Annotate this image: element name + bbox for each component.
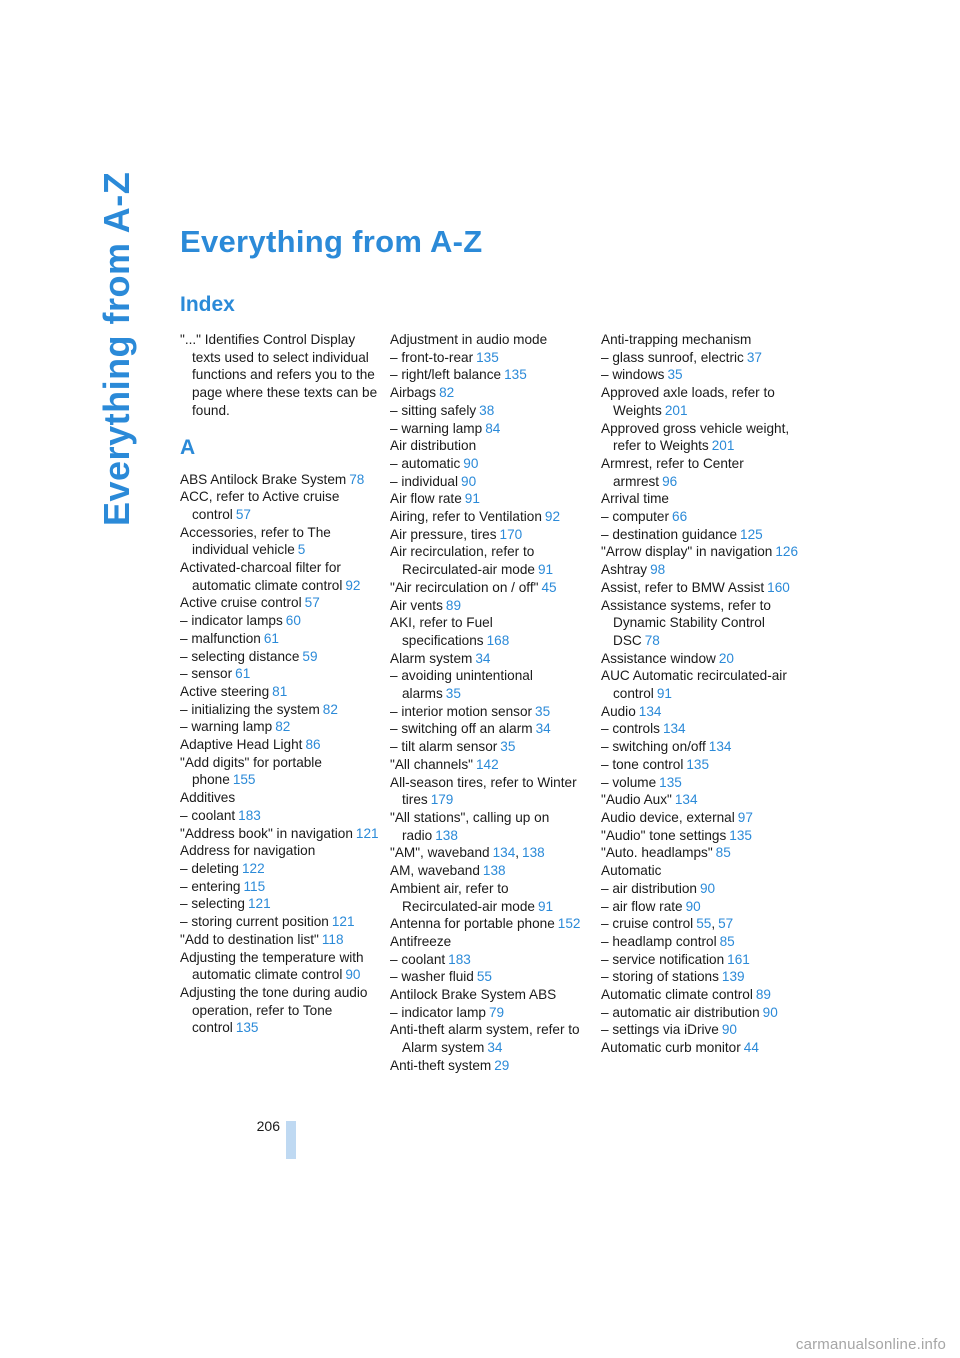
- index-entry-text: – selecting: [180, 896, 245, 912]
- page-ref-link[interactable]: 90: [762, 1004, 778, 1020]
- index-entry-text: – settings via iDrive: [601, 1022, 719, 1038]
- index-entry: [180, 984, 380, 1037]
- index-entry: [390, 862, 590, 880]
- index-entry-text: – destination guidance: [601, 526, 738, 542]
- index-entry: [180, 949, 380, 984]
- index-entry: [601, 667, 801, 702]
- index-entry: [390, 543, 590, 578]
- page-ref-link[interactable]: 84: [485, 420, 501, 436]
- index-entry: [390, 703, 590, 721]
- index-entry: [180, 648, 380, 666]
- page-ref-link[interactable]: 55: [696, 916, 712, 932]
- index-entry-text: Armrest, refer to Center armrest: [601, 455, 744, 489]
- page-ref-link[interactable]: 82: [275, 719, 291, 735]
- index-entry-text: Additives: [180, 790, 236, 806]
- index-entry: [390, 579, 590, 597]
- page-ref-link[interactable]: 90: [463, 455, 479, 471]
- index-entry: [180, 825, 380, 843]
- index-entry: [601, 986, 801, 1004]
- index-entry-text: Assistance window: [601, 650, 716, 666]
- index-entry-text: – switching on/off: [601, 739, 706, 755]
- index-entry: [390, 508, 590, 526]
- index-entry: [601, 490, 801, 508]
- page-ref-link[interactable]: 35: [500, 739, 516, 755]
- index-entry: [601, 898, 801, 916]
- index-entry: [390, 880, 590, 915]
- page-ref-link[interactable]: 91: [464, 491, 480, 507]
- index-entry-text: – service notification: [601, 951, 725, 967]
- index-entry-text: Accessories, refer to The individual vehicle: [180, 524, 331, 558]
- index-entry-text: Alarm system: [390, 650, 473, 666]
- page-ref-link[interactable]: 201: [711, 438, 735, 454]
- page-ref-link[interactable]: 90: [721, 1022, 737, 1038]
- index-entry-text: "Audio Aux": [601, 792, 672, 808]
- page-ref-link[interactable]: 183: [448, 951, 471, 967]
- index-entry: [601, 1004, 801, 1022]
- index-entry-text: Antenna for portable phone: [390, 916, 555, 932]
- index-entry: [601, 880, 801, 898]
- page-ref-link[interactable]: 138: [435, 827, 458, 843]
- index-entry-text: Air flow rate: [390, 491, 462, 507]
- index-entry-text: – warning lamp: [390, 420, 483, 436]
- index-entry: [390, 455, 590, 473]
- index-entry: [390, 756, 590, 774]
- page-ref-link[interactable]: 86: [305, 737, 321, 753]
- index-entry: [601, 349, 801, 367]
- page-ref-link[interactable]: 97: [737, 809, 753, 825]
- index-entry-text: Automatic: [601, 863, 662, 879]
- page-ref-link[interactable]: 121: [355, 825, 379, 841]
- index-entry-text: – warning lamp: [180, 719, 273, 735]
- index-entry: [180, 630, 380, 648]
- index-column-3: [601, 331, 801, 1057]
- index-entry-text: Air recirculation, refer to Recirculated-air mode: [390, 544, 535, 578]
- index-entry-text: Adjusting the temperature with automatic climate control: [180, 949, 364, 983]
- index-entry: [601, 703, 801, 721]
- page-ref-link[interactable]: 89: [445, 597, 462, 613]
- page-ref-link[interactable]: 135: [659, 774, 682, 790]
- index-entry: [601, 455, 801, 490]
- index-entry: [180, 594, 380, 612]
- page-ref-link[interactable]: 134: [638, 703, 662, 719]
- index-entry-text: – air distribution: [601, 880, 697, 896]
- page-ref-link[interactable]: 96: [662, 473, 678, 489]
- index-entry: [390, 844, 590, 862]
- index-entry: [601, 650, 801, 668]
- page-ref-link[interactable]: 135: [235, 1020, 259, 1036]
- index-entry: [180, 878, 380, 896]
- index-entry-text: – sitting safely: [390, 402, 477, 418]
- index-entry-text: – sensor: [180, 666, 233, 682]
- index-entry: [601, 844, 801, 862]
- index-entry: [180, 488, 380, 523]
- index-entry-text: "Air recirculation on / off": [390, 579, 539, 595]
- index-entry: [390, 809, 590, 844]
- page-ref-link[interactable]: 60: [285, 613, 301, 629]
- page-ref-link[interactable]: 34: [487, 1040, 503, 1056]
- index-entry-text: – tone control: [601, 756, 684, 772]
- index-entry: [601, 561, 801, 579]
- page-ref-link[interactable]: 38: [479, 402, 495, 418]
- index-entry: [390, 1021, 590, 1056]
- index-entry-text: AM, waveband: [390, 863, 480, 879]
- index-entry-text: Audio device, external: [601, 809, 735, 825]
- index-entry: [601, 738, 801, 756]
- page-ref-link[interactable]: 121: [331, 914, 355, 930]
- index-entry: [180, 331, 380, 420]
- index-entry-text: "Address book" in navigation: [180, 825, 353, 841]
- page-ref-link[interactable]: 81: [272, 683, 288, 699]
- page-ref-link[interactable]: 152: [557, 916, 581, 932]
- index-entry: [601, 933, 801, 951]
- index-entry: [601, 579, 801, 597]
- page-ref-link[interactable]: 121: [248, 896, 271, 912]
- index-entry: [180, 524, 380, 559]
- page-ref-link[interactable]: 135: [729, 827, 752, 843]
- index-entry-text: "Arrow display" in navigation: [601, 544, 773, 560]
- index-letter-heading: A: [180, 435, 196, 459]
- index-entry: [180, 612, 380, 630]
- index-entry-text: Approved gross vehicle weight, refer to Weights: [601, 420, 790, 454]
- page-ref-link[interactable]: 135: [476, 349, 499, 365]
- index-entry-text: Antilock Brake System ABS: [390, 987, 557, 1003]
- page-ref-link[interactable]: 85: [719, 933, 735, 949]
- index-entry-text: – avoiding unintentional alarms: [390, 668, 533, 702]
- index-entry-text: – automatic air distribution: [601, 1004, 760, 1020]
- index-entry-text: AUC Automatic recirculated-air control: [601, 668, 787, 702]
- page-ref-link[interactable]: 78: [349, 471, 365, 487]
- page-ref-link[interactable]: 89: [755, 987, 771, 1003]
- index-entry: [180, 665, 380, 683]
- index-entry: [180, 718, 380, 736]
- index-entry: [601, 366, 801, 384]
- page-ref-link[interactable]: 135: [686, 756, 710, 772]
- index-entry: [390, 738, 590, 756]
- index-entry-text: Assist, refer to BMW Assist: [601, 579, 765, 595]
- index-column-2: [390, 331, 590, 1075]
- index-entry: [390, 1057, 590, 1075]
- page-ref-link[interactable]: 134: [662, 721, 686, 737]
- index-entry: [390, 473, 590, 491]
- index-entry-text: – volume: [601, 774, 657, 790]
- index-entry-text: All-season tires, refer to Winter tires: [390, 774, 577, 808]
- index-entry: [601, 951, 801, 969]
- page-ref-link[interactable]: 57: [718, 916, 734, 932]
- index-entry: [390, 366, 590, 384]
- index-column-1: [180, 331, 380, 1037]
- index-entry: [601, 791, 801, 809]
- index-entry-text: Audio: [601, 703, 636, 719]
- page-ref-link[interactable]: 35: [667, 367, 683, 383]
- page-ref-link[interactable]: 5: [297, 542, 306, 558]
- index-entry-text: – right/left balance: [390, 367, 502, 383]
- page-ref-link[interactable]: 66: [672, 509, 688, 525]
- page-ref-link[interactable]: 170: [499, 526, 523, 542]
- index-entry-text: Airbags: [390, 385, 437, 401]
- index-entry-text: Activated-charcoal filter for automatic climate control: [180, 560, 343, 593]
- index-entry-text: Arrival time: [601, 491, 669, 507]
- page-ref-separator: ,: [711, 916, 716, 932]
- index-entry: [601, 1039, 801, 1057]
- page-ref-link[interactable]: 91: [656, 686, 672, 702]
- page-ref-link[interactable]: 134: [708, 739, 732, 755]
- index-entry: [180, 559, 380, 594]
- index-entry-text: Antifreeze: [390, 933, 452, 949]
- index-entry: [601, 809, 801, 827]
- index-entry: [601, 420, 801, 455]
- page-ref-link[interactable]: 161: [727, 951, 750, 967]
- index-entry: [601, 968, 801, 986]
- index-entry: [180, 754, 380, 789]
- page-ref-link[interactable]: 92: [544, 509, 561, 525]
- page-ref-link[interactable]: 90: [461, 473, 477, 489]
- index-entry: [390, 614, 590, 649]
- index-entry-text: "Auto. headlamps": [601, 845, 713, 861]
- index-entry-text: – cruise control: [601, 916, 694, 932]
- page-ref-link[interactable]: 29: [494, 1057, 510, 1073]
- index-entry: [180, 842, 380, 860]
- index-entry: [390, 331, 590, 349]
- index-entry-text: – tilt alarm sensor: [390, 739, 498, 755]
- page-title: Everything from A-Z: [180, 224, 483, 259]
- page-ref-link[interactable]: 126: [775, 544, 799, 560]
- page-ref-link[interactable]: 34: [535, 721, 551, 737]
- page-ref-link[interactable]: 57: [235, 506, 251, 522]
- index-entry: [180, 913, 380, 931]
- index-entry: [180, 736, 380, 754]
- page-ref-link[interactable]: 82: [322, 701, 338, 717]
- index-entry-text: Assistance systems, refer to Dynamic Stability Control DSC: [601, 597, 771, 648]
- index-entry-text: Adjusting the tone during audio operation, refer to Tone control: [180, 984, 368, 1036]
- page-ref-link[interactable]: 79: [488, 1004, 505, 1020]
- index-entry-text: – automatic: [390, 455, 461, 471]
- index-entry-text: – air flow rate: [601, 898, 683, 914]
- index-entry: [601, 1021, 801, 1039]
- index-entry: [390, 667, 590, 702]
- index-entry: [601, 543, 801, 561]
- page-ref-link[interactable]: 118: [321, 931, 344, 947]
- page-ref-separator: ,: [515, 845, 520, 861]
- index-entry-text: "All stations", calling up on radio: [390, 809, 550, 843]
- index-entry: [390, 968, 590, 986]
- index-entry-text: Anti-trapping mechanism: [601, 332, 752, 347]
- page-ref-link[interactable]: 168: [486, 632, 510, 648]
- index-entry: [390, 526, 590, 544]
- index-entry-text: Anti-theft system: [390, 1057, 492, 1073]
- index-entry-text: – coolant: [180, 807, 236, 823]
- index-entry-text: "All channels": [390, 756, 473, 772]
- index-entry-text: – selecting distance: [180, 648, 300, 664]
- page-ref-link[interactable]: 139: [721, 969, 745, 985]
- index-entry-text: – malfunction: [180, 630, 261, 646]
- index-entry-text: Active steering: [180, 683, 270, 699]
- index-entry: [390, 437, 590, 455]
- index-entry-text: – interior motion sensor: [390, 703, 533, 719]
- index-entry-text: – deleting: [180, 860, 239, 876]
- index-entry: [390, 720, 590, 738]
- page-ref-link[interactable]: 34: [475, 650, 491, 666]
- page-ref-link[interactable]: 91: [537, 562, 554, 578]
- index-entry: [180, 807, 380, 825]
- index-entry-text: – front-to-rear: [390, 349, 474, 365]
- page-ref-link[interactable]: 35: [535, 703, 551, 719]
- index-entry-text: – individual: [390, 473, 459, 489]
- page-ref-link[interactable]: 37: [746, 349, 762, 365]
- index-entry-text: "Add digits" for portable phone: [180, 754, 322, 788]
- index-entry-text: – initializing the system: [180, 701, 320, 717]
- index-entry-text: "..." Identifies Control Display texts used to select individual functions and refers you to the page where these texts can be found.: [180, 332, 378, 418]
- watermark: carmanualsonline.info: [795, 1336, 946, 1353]
- index-entry-text: Air pressure, tires: [390, 526, 497, 542]
- index-entry: [601, 756, 801, 774]
- page-ref-link[interactable]: 115: [243, 878, 266, 894]
- page-ref-link[interactable]: 85: [715, 845, 731, 861]
- index-entry-text: Ashtray: [601, 562, 648, 578]
- index-entry-text: – washer fluid: [390, 969, 474, 985]
- index-entry: [390, 915, 590, 933]
- index-entry: [601, 915, 801, 933]
- index-entry-text: Adaptive Head Light: [180, 737, 303, 753]
- page-ref-link[interactable]: 55: [476, 969, 492, 985]
- index-entry-text: – glass sunroof, electric: [601, 349, 744, 365]
- page-number: 206: [256, 1118, 280, 1134]
- page-ref-link[interactable]: 134: [674, 792, 698, 808]
- index-entry-text: Anti-theft alarm system, refer to Alarm system: [390, 1022, 580, 1056]
- index-entry: [390, 402, 590, 420]
- index-entry-text: – indicator lamp: [390, 1004, 486, 1020]
- index-entry: [601, 774, 801, 792]
- index-entry: [180, 701, 380, 719]
- index-entry: [390, 384, 590, 402]
- index-entry: [180, 860, 380, 878]
- index-entry: [601, 597, 801, 650]
- index-entry: [390, 1004, 590, 1022]
- index-entry: [390, 774, 590, 809]
- index-entry-text: "Audio" tone settings: [601, 827, 727, 843]
- index-entry: [601, 384, 801, 419]
- index-entry-text: Active cruise control: [180, 595, 302, 611]
- index-entry: [601, 526, 801, 544]
- page-ref-link[interactable]: 160: [767, 579, 790, 595]
- page-ref-link[interactable]: 59: [302, 648, 318, 664]
- page-ref-link[interactable]: 35: [445, 686, 461, 702]
- page-ref-link[interactable]: 61: [263, 630, 279, 646]
- index-entry: [390, 951, 590, 969]
- index-entry-text: – windows: [601, 367, 665, 383]
- index-entry: [601, 862, 801, 880]
- page-ref-link[interactable]: 155: [232, 772, 256, 788]
- page-ref-link[interactable]: 90: [685, 898, 701, 914]
- index-entry-text: AKI, refer to Fuel specifications: [390, 615, 493, 648]
- index-entry-text: Air distribution: [390, 438, 477, 454]
- index-entry-text: – entering: [180, 878, 241, 894]
- index-entry: [601, 720, 801, 738]
- index-entry-text: Adjustment in audio mode: [390, 332, 548, 347]
- index-entry-text: Approved axle loads, refer to Weights: [601, 385, 775, 418]
- page-ref-link[interactable]: 138: [522, 845, 545, 861]
- index-entry-text: ABS Antilock Brake System: [180, 471, 347, 487]
- index-entry: [180, 895, 380, 913]
- side-title: [96, 171, 156, 532]
- page-ref-link[interactable]: 45: [541, 579, 557, 595]
- page-ref-link[interactable]: 183: [238, 807, 261, 823]
- index-entry: [601, 827, 801, 845]
- index-entry-text: Automatic climate control: [601, 987, 753, 1003]
- page-ref-link[interactable]: 44: [743, 1040, 759, 1056]
- page-ref-link[interactable]: 57: [304, 595, 320, 611]
- index-entry-text: – headlamp control: [601, 933, 717, 949]
- page-ref-link[interactable]: 142: [475, 756, 499, 772]
- index-entry-text: – coolant: [390, 951, 446, 967]
- index-entry-text: – computer: [601, 509, 670, 525]
- page-ref-link[interactable]: 134: [492, 845, 516, 861]
- page-ref-link[interactable]: 179: [430, 792, 454, 808]
- page-ref-link[interactable]: 82: [439, 385, 455, 401]
- index-entry: [390, 933, 590, 951]
- page-ref-link[interactable]: 92: [345, 577, 361, 593]
- index-entry-text: – storing current position: [180, 914, 329, 930]
- section-title: Index: [180, 293, 235, 316]
- page-ref-link[interactable]: 20: [718, 650, 734, 666]
- index-entry-text: – controls: [601, 721, 660, 737]
- index-entry: [390, 349, 590, 367]
- index-entry-text: ACC, refer to Active cruise control: [180, 489, 340, 522]
- page-ref-link[interactable]: 138: [482, 863, 506, 879]
- side-title-text: Everything from A-Z: [96, 171, 137, 526]
- page-ref-link[interactable]: 135: [504, 367, 527, 383]
- index-entry-text: "Add to destination list": [180, 931, 319, 947]
- index-entry-text: Ambient air, refer to Recirculated-air mode: [390, 880, 535, 914]
- index-entry: [180, 683, 380, 701]
- page-ref-link[interactable]: 122: [241, 860, 265, 876]
- index-entry: [390, 650, 590, 668]
- index-entry-text: – switching off an alarm: [390, 721, 533, 737]
- index-entry: [390, 597, 590, 615]
- index-entry: [390, 490, 590, 508]
- index-entry: [180, 931, 380, 949]
- index-entry: [390, 986, 590, 1004]
- page-ref-link[interactable]: 90: [699, 880, 716, 896]
- index-entry: [180, 789, 380, 807]
- page-ref-link[interactable]: 98: [650, 562, 666, 578]
- page-ref-link[interactable]: 201: [664, 402, 688, 418]
- index-entry-text: Airing, refer to Ventilation: [390, 509, 542, 525]
- index-entry-text: Automatic curb monitor: [601, 1040, 741, 1056]
- index-entry-text: – indicator lamps: [180, 613, 283, 629]
- index-entry: [180, 471, 380, 489]
- index-entry: [390, 420, 590, 438]
- page-ref-link[interactable]: 125: [740, 526, 763, 542]
- index-entry-text: – storing of stations: [601, 969, 719, 985]
- page-ref-link[interactable]: 91: [537, 898, 554, 914]
- index-entry: [601, 508, 801, 526]
- index-entry-text: "AM", waveband: [390, 845, 490, 861]
- page-number-bar: [286, 1121, 296, 1159]
- index-entry-text: Address for navigation: [180, 843, 316, 859]
- page-ref-link[interactable]: 78: [644, 632, 660, 648]
- page-ref-link[interactable]: 61: [235, 666, 251, 682]
- page-ref-link[interactable]: 90: [345, 967, 361, 983]
- index-entry-text: Air vents: [390, 597, 443, 613]
- index-entry: [601, 331, 801, 349]
